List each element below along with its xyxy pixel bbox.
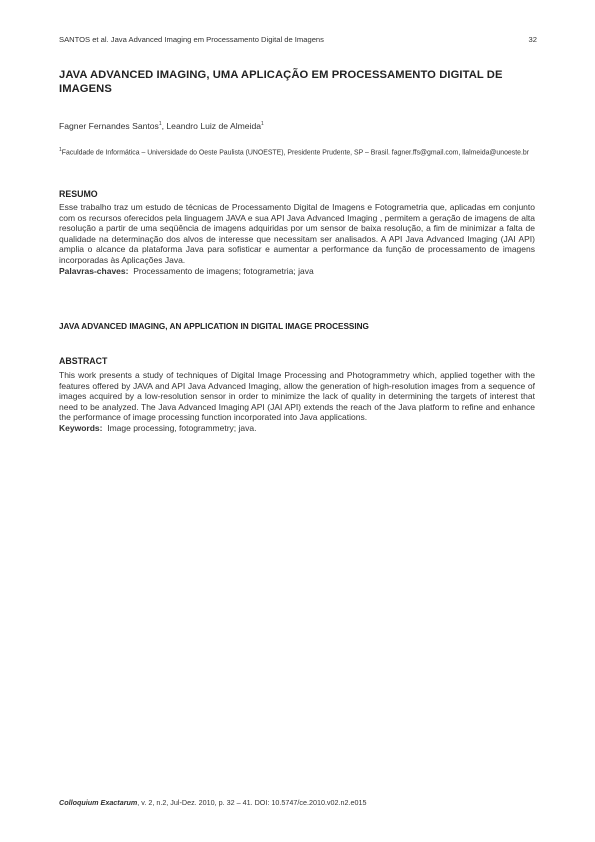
resumo-text: Esse trabalho traz um estudo de técnicas de Processamento Digital de Imagens e Fotogrametria que, aplicadas em conjunto com os recursos oferecidos pela linguagem JAVA e sua API Java Advanced Imaging , permitem a geração de imagens de alta resolução a partir de uma seqüência de imagens adquiridas por um sensor de baixa resolução, a fim de minimizar a falta de qualidade na determinação dos alvos de interesse que necessitam ser analisados. A API Java Advanced Imaging (JAI API) amplia o alcance da plataforma Java para sofisticar e aumentar a performance da função de processamento de imagens incorporadas às Aplicações Java. <box>59 202 535 265</box>
author-name: Leandro Luiz de Almeida <box>166 121 262 131</box>
footer-citation <box>59 798 367 807</box>
keywords-label: Keywords: <box>59 422 103 433</box>
page-number: 32 <box>528 35 537 44</box>
keywords-text: Processamento de imagens; fotogrametria; java <box>133 265 314 276</box>
journal-name: Colloquium Exactarum <box>59 798 138 807</box>
keywords-text: Image processing, fotogrammetry; java. <box>107 422 257 433</box>
author-line: Fagner Fernandes Santos$^1$, Leandro Luiz de Almeida$^1$ <box>59 121 264 131</box>
affiliation-text: Faculdade de Informática – Universidade do Oeste Paulista (UNOESTE), Presidente Prudente, SP – Brasil. fagner.ffs@gmail.com, llalmeida@unoeste.br <box>61 149 529 157</box>
affiliation <box>59 145 535 158</box>
author-name: Fagner Fernandes Santos <box>59 121 159 131</box>
abstract-heading: ABSTRACT <box>59 356 108 366</box>
resumo-paragraph <box>59 202 535 276</box>
english-title: JAVA ADVANCED IMAGING, AN APPLICATION IN DIGITAL IMAGE PROCESSING <box>59 322 369 331</box>
article-title: JAVA ADVANCED IMAGING, UMA APLICAÇÃO EM PROCESSAMENTO DIGITAL DE IMAGENS <box>59 69 503 95</box>
keywords-label: Palavras-chaves: <box>59 265 129 276</box>
affiliation-mark: 1 <box>261 121 264 128</box>
affiliation-mark: 1 <box>158 121 162 128</box>
resumo-heading: RESUMO <box>59 189 98 199</box>
citation-text: , v. 2, n.2, Jul-Dez. 2010, p. 32 – 41. DOI: 10.5747/ce.2010.v02.n2.e015 <box>137 798 367 807</box>
abstract-text: This work presents a study of techniques of Digital Image Processing and Photogrammetry which, applied together with the features offered by JAVA and API Java Advanced Imaging, allow the generation of high-resolution images from a sequence of images acquired by a low-resolution sensor in order to minimize the lack of quality in determining the targets of interest that need to be analyzed. The Java Advanced Imaging API (JAI API) extends the reach of the Java platform to refine and enhance the performance of image processing function incorporated into Java applications. <box>59 370 535 423</box>
abstract-paragraph <box>59 370 535 434</box>
affiliation-mark: 1 <box>59 147 62 153</box>
running-title: SANTOS et al. Java Advanced Imaging em Processamento Digital de Imagens <box>59 35 324 44</box>
running-header <box>59 35 537 44</box>
